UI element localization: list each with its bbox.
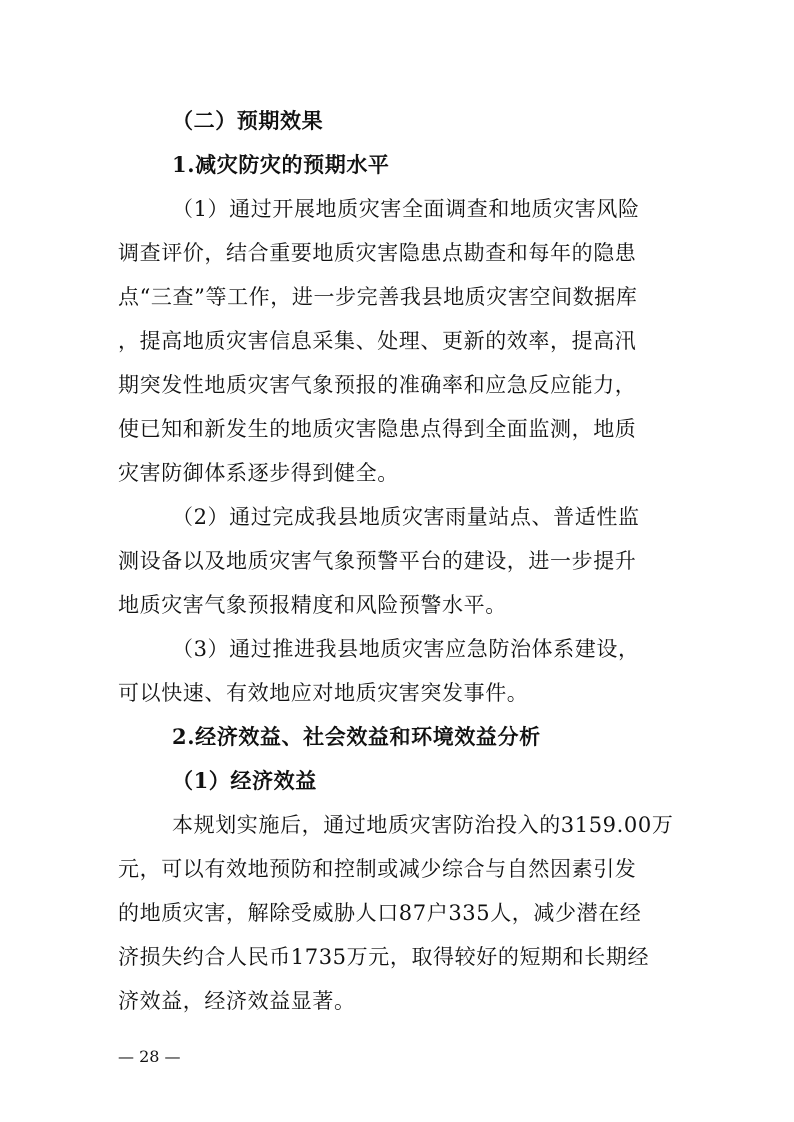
paragraph-line: 可以快速、有效地应对地质灾害突发事件。 xyxy=(118,681,529,705)
paragraph-line: 点“三查”等工作，进一步完善我县地质灾害空间数据库 xyxy=(118,285,638,309)
subsection-heading: 2.经济效益、社会效益和环境效益分析 xyxy=(172,724,541,749)
paragraph-line: （3）通过推进我县地质灾害应急防治体系建设， xyxy=(172,637,640,661)
section-heading: （二）预期效果 xyxy=(172,108,324,133)
paragraph-line: 济效益，经济效益显著。 xyxy=(118,989,356,1013)
subsection-heading: （1）经济效益 xyxy=(172,768,317,793)
paragraph-line: 使已知和新发生的地质灾害隐患点得到全面监测，地质 xyxy=(118,417,637,441)
paragraph-line: 地质灾害气象预报精度和风险预警水平。 xyxy=(118,593,507,617)
paragraph-line: 期突发性地质灾害气象预报的准确率和应急反应能力， xyxy=(118,373,637,397)
paragraph-line: （1）通过开展地质灾害全面调查和地质灾害风险 xyxy=(172,197,640,221)
paragraph-line: 调查评价，结合重要地质灾害隐患点勘查和每年的隐患 xyxy=(118,241,637,265)
paragraph-line: 元，可以有效地预防和控制或减少综合与自然因素引发 xyxy=(118,857,637,881)
paragraph-line: 的地质灾害，解除受威胁人口87户335人，减少潜在经 xyxy=(118,901,642,925)
paragraph-line: ，提高地质灾害信息采集、处理、更新的效率，提高汛 xyxy=(118,329,637,353)
paragraph-line: 灾害防御体系逐步得到健全。 xyxy=(118,461,399,485)
page-number: — 28 — xyxy=(118,1047,181,1066)
paragraph-line: （2）通过完成我县地质灾害雨量站点、普适性监 xyxy=(172,505,640,529)
paragraph-line: 测设备以及地质灾害气象预警平台的建设，进一步提升 xyxy=(118,549,637,573)
subsection-heading: 1.减灾防灾的预期水平 xyxy=(172,152,390,177)
paragraph-line: 济损失约合人民币1735万元，取得较好的短期和长期经 xyxy=(118,945,650,969)
paragraph-line: 本规划实施后，通过地质灾害防治投入的3159.00万 xyxy=(172,813,674,837)
